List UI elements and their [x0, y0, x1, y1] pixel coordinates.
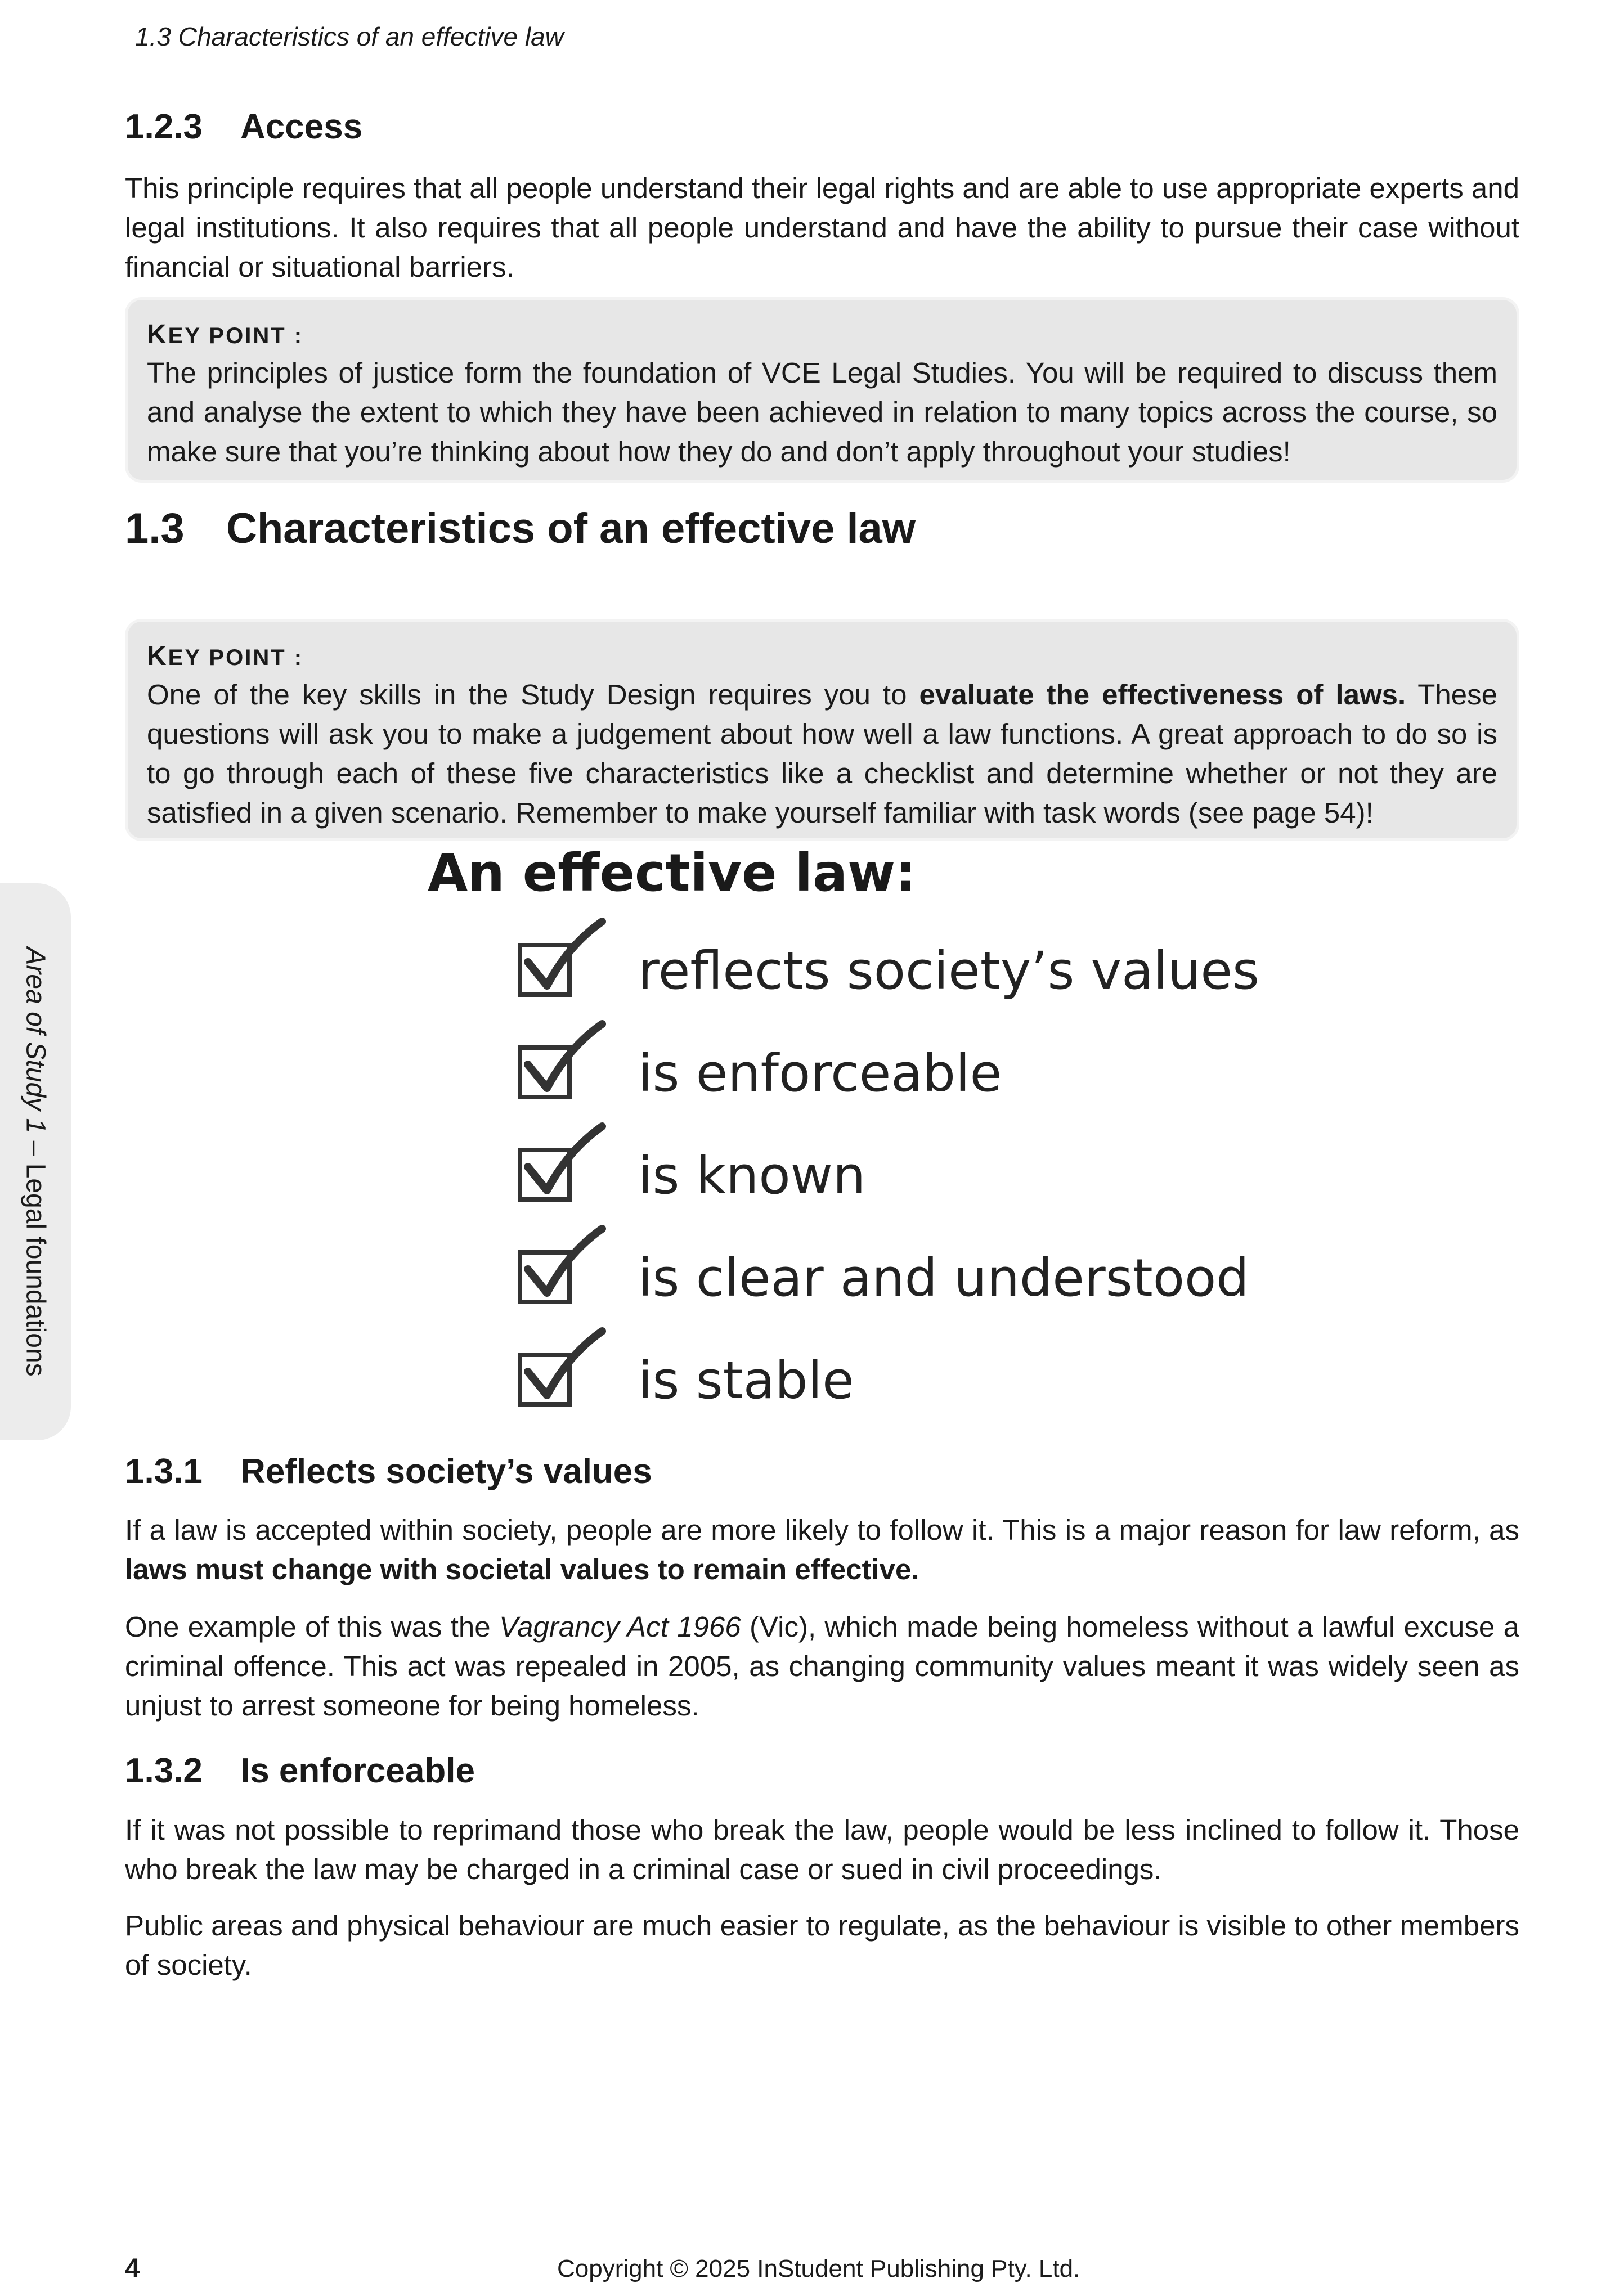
- paragraph-access: [125, 169, 1519, 287]
- running-head: 1.3 Characteristics of an effective law: [135, 22, 564, 51]
- checklist-item: [513, 1326, 1301, 1410]
- checklist-item: [513, 916, 1301, 1000]
- paragraph-enforceable: [125, 1810, 1519, 1889]
- key-skill-emphasis: evaluate the effectiveness of laws.: [919, 679, 1406, 711]
- section-heading-1-3: [125, 504, 916, 553]
- checklist-item-label: is clear and understood: [638, 1248, 1249, 1308]
- section-number: 1.3: [125, 505, 185, 552]
- side-tab-label: Area of Study 1 – Legal foundations: [20, 947, 51, 1377]
- checklist-item-label: is enforceable: [638, 1043, 1002, 1103]
- checked-box-icon: [513, 1121, 614, 1205]
- checklist-item-label: is stable: [638, 1350, 854, 1410]
- paragraph-text: Public areas and physical behaviour are much easier to regulate, as the behaviour is visible to other members of society.: [125, 1909, 1519, 1981]
- section-number: 1.2.3: [125, 107, 203, 146]
- checked-box-icon: [513, 1326, 614, 1410]
- paragraph-text: This principle requires that all people understand their legal rights and are able to use appropriate experts and legal institutions. It also requires that all people understand and have the ability to pursue their case without financial or situational barriers.: [125, 172, 1519, 283]
- checked-box-icon: [513, 916, 614, 1000]
- checked-box-icon: [513, 1223, 614, 1307]
- key-point-label: KEY POINT :: [147, 641, 304, 671]
- section-title: Access: [240, 107, 363, 146]
- checklist-item-label: is known: [638, 1145, 866, 1206]
- checklist-item: [513, 1018, 1301, 1103]
- key-point-box: [125, 297, 1519, 483]
- section-title: Characteristics of an effective law: [226, 505, 916, 552]
- section-heading-1-2-3: [125, 107, 362, 147]
- section-heading-1-3-1: [125, 1452, 652, 1491]
- key-point-text: One of the key skills in the Study Design requires you to evaluate the effectiveness of laws. These questions will ask you to make a judgement about how well a law functions. A great approach to do so is to go through each of these five characteristics like a checklist and determine whether or not they are satisfied in a given scenario. Remember to make yourself familiar with task words (see page 54)!: [147, 679, 1497, 829]
- act-title: Vagrancy Act 1966: [499, 1611, 741, 1643]
- key-point-label: KEY POINT :: [147, 320, 304, 349]
- bold-emphasis: laws must change with societal values to remain effective.: [125, 1553, 919, 1585]
- section-number: 1.3.2: [125, 1751, 203, 1790]
- key-point-text: The principles of justice form the foundation of VCE Legal Studies. You will be required to discuss them and analyse the extent to which they have been achieved in relation to many topics across the course, so make sure that you’re thinking about how they do and don’t apply throughout your studies!: [147, 357, 1497, 468]
- section-number: 1.3.1: [125, 1452, 203, 1491]
- section-title: Is enforceable: [240, 1751, 475, 1790]
- side-tab: [0, 883, 71, 1440]
- checklist-item: [513, 1121, 1301, 1205]
- key-point-box: [125, 619, 1519, 841]
- paragraph-public-areas: [125, 1906, 1519, 1985]
- page-number: 4: [125, 2254, 140, 2284]
- checklist-item-label: reflects society’s values: [638, 941, 1259, 1001]
- section-heading-1-3-2: [125, 1751, 475, 1791]
- section-title: Reflects society’s values: [240, 1452, 652, 1491]
- paragraph-text: If it was not possible to reprimand those who break the law, people would be less inclined to follow it. Those who break the law may be charged in a criminal case or sued in civil proceedings.: [125, 1814, 1519, 1885]
- copyright: Copyright © 2025 InStudent Publishing Pty. Ltd.: [557, 2255, 1080, 2282]
- paragraph-text: If a law is accepted within society, people are more likely to follow it. This is a major reason for law reform, as laws must change with societal values to remain effective.: [125, 1514, 1519, 1585]
- diagram-title: An effective law:: [428, 843, 916, 903]
- checklist-item: [513, 1223, 1301, 1307]
- paragraph-societal-values: [125, 1511, 1519, 1589]
- checked-box-icon: [513, 1018, 614, 1103]
- paragraph-text: One example of this was the Vagrancy Act 1966 (Vic), which made being homeless without a lawful excuse a criminal offence. This act was repealed in 2005, as changing community values meant it was widely seen as unjust to arrest someone for being homeless.: [125, 1611, 1520, 1722]
- paragraph-vagrancy-example: [125, 1607, 1519, 1726]
